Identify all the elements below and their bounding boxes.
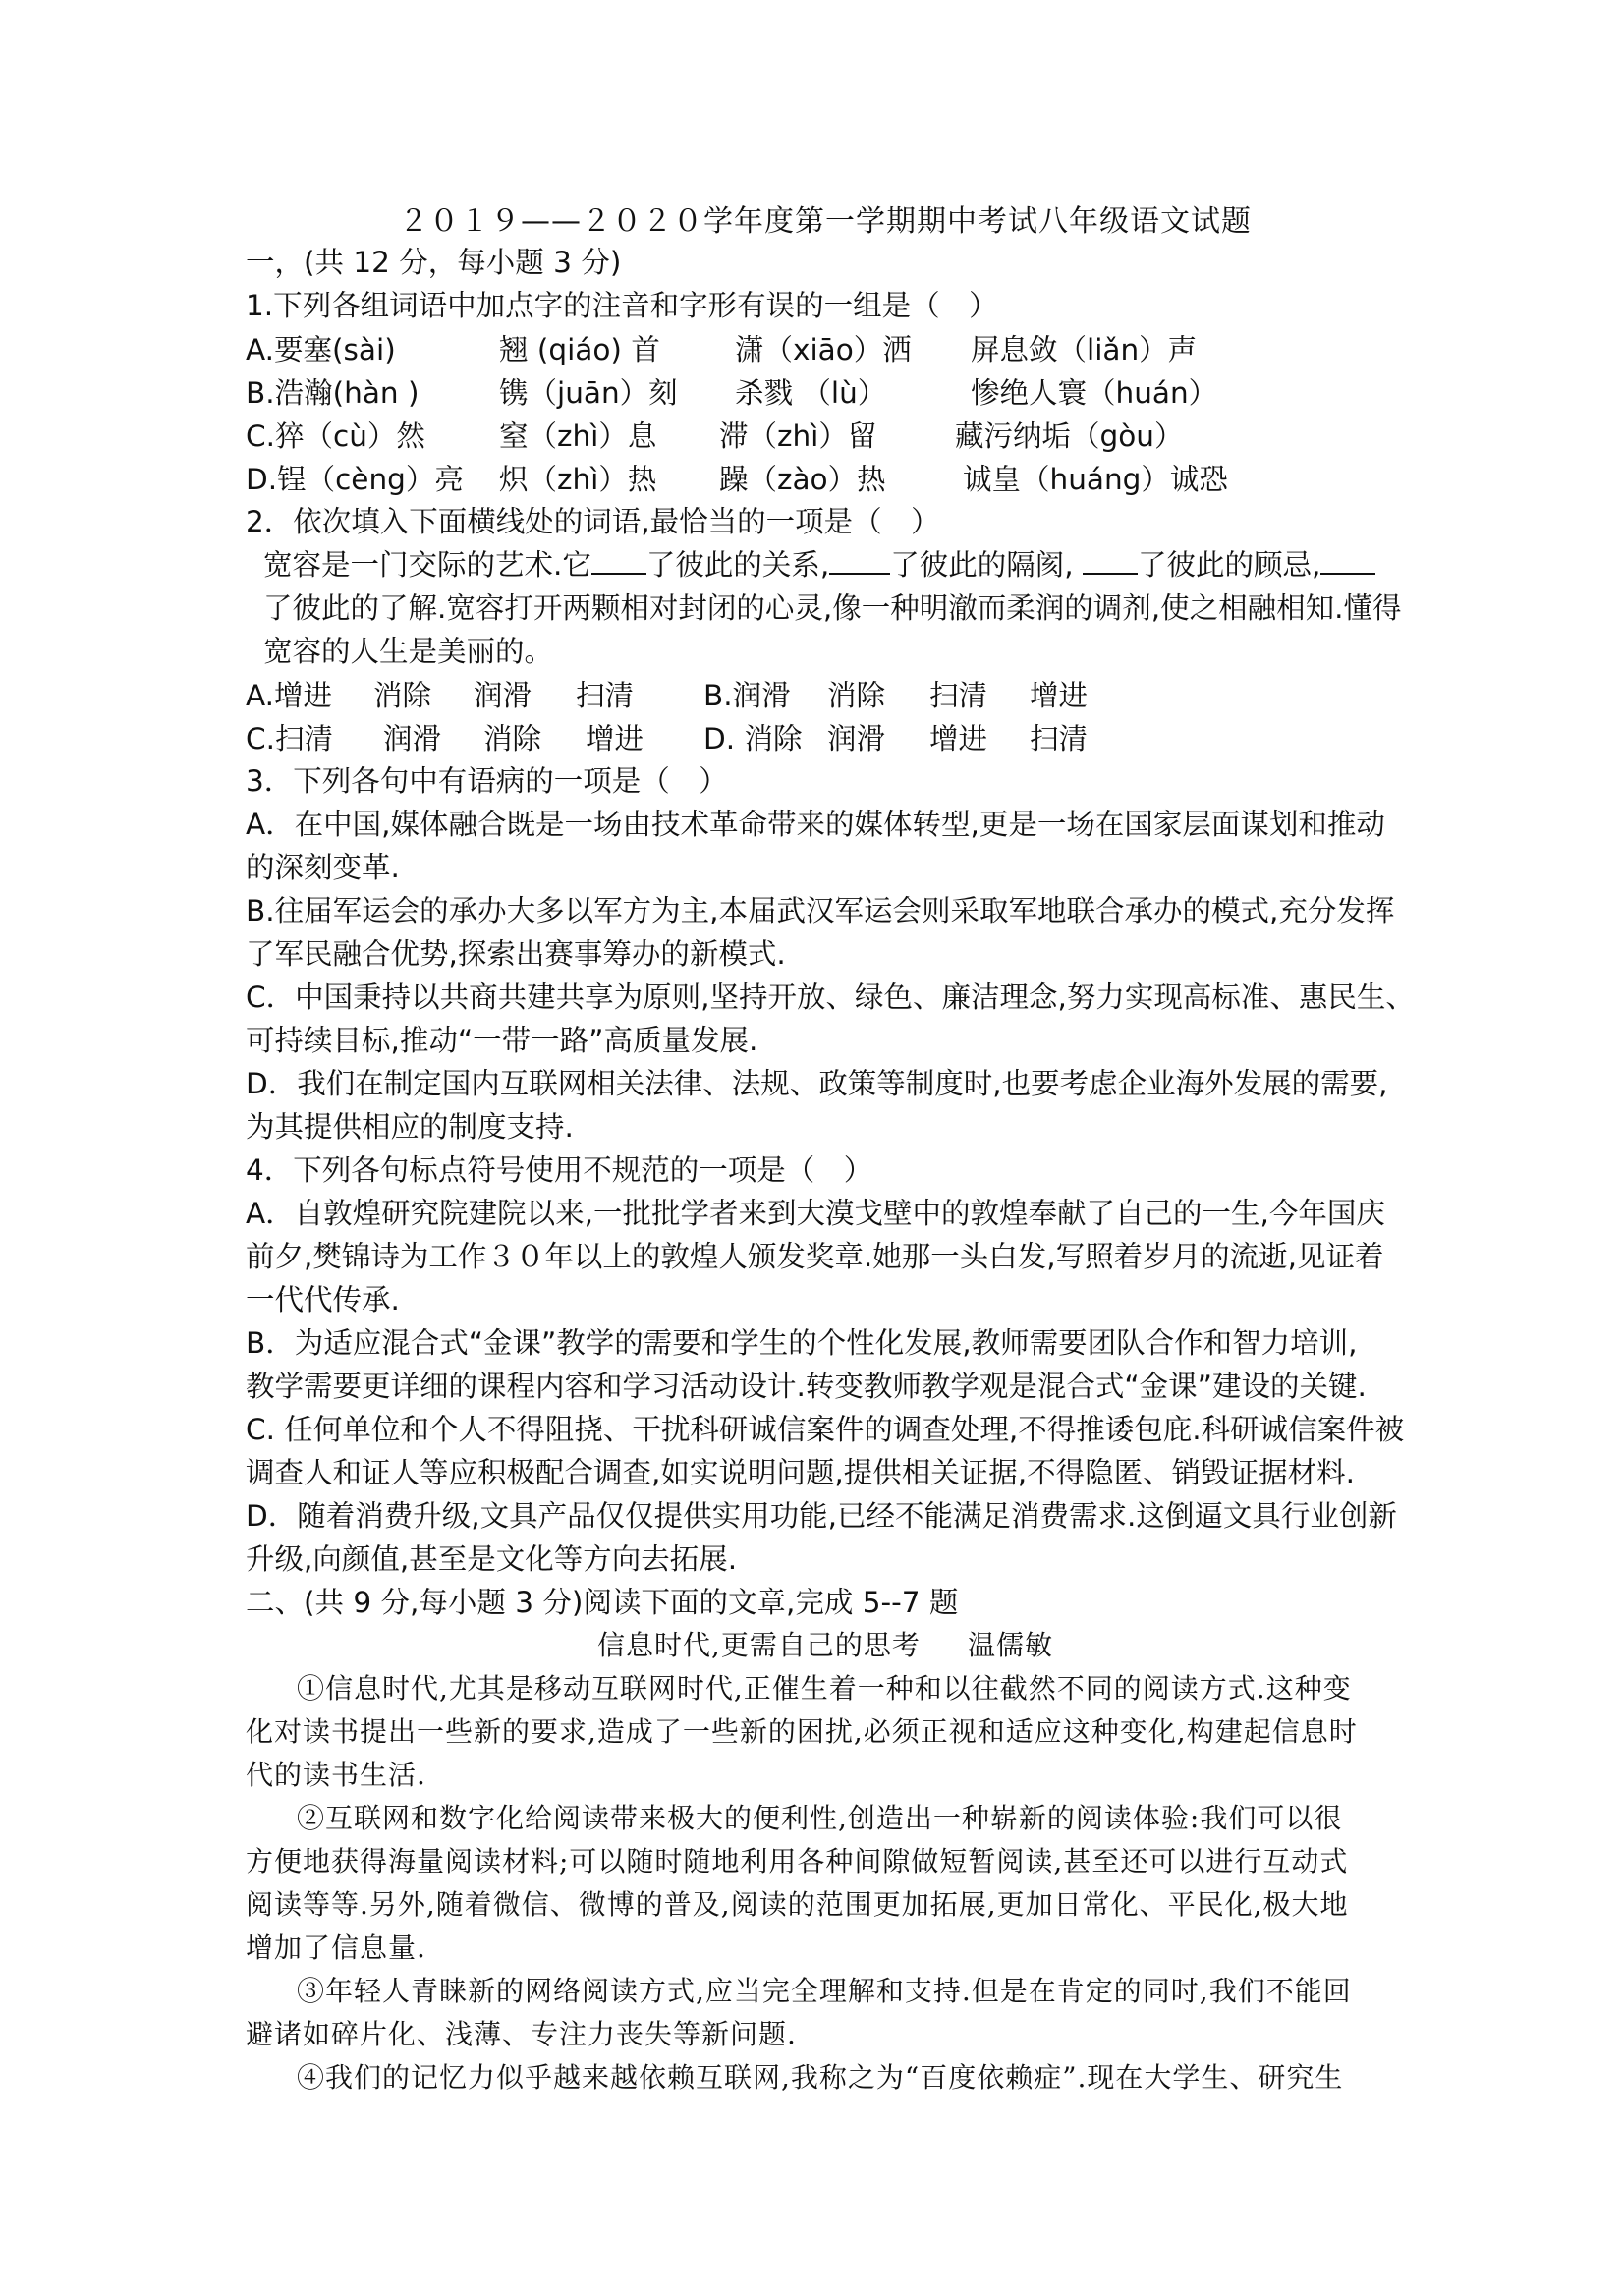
article-line: 增加了信息量. — [246, 1932, 426, 1964]
q3-line: 可持续目标,推动“一带一路”高质量发展. — [246, 1024, 758, 1057]
q1-a-2: 翘 (qiáo) 首 — [499, 333, 660, 366]
q4-line: 前夕,樊锦诗为工作３０年以上的敦煌人颁发奖章.她那一头白发,写照着岁月的流逝,见证着 — [246, 1240, 1384, 1273]
q3-line: A．在中国,媒体融合既是一场由技术革命带来的媒体转型,更是一场在国家层面谋划和推动 — [246, 808, 1385, 841]
q1-a-1: A.要塞(sài) — [246, 333, 396, 366]
q3-stem: 3．下列各句中有语病的一项是（ ） — [246, 764, 728, 798]
article-heading — [246, 1624, 1405, 1667]
q1-c-3: 滞（zhì）留 — [719, 420, 877, 453]
q2-opt: A.增进 — [246, 679, 333, 712]
q4-line: C. 任何单位和个人不得阻挠、干扰科研诚信案件的调查处理,不得推诿包庇.科研诚信案件被 — [246, 1413, 1405, 1446]
article-line: 化对读书提出一些新的要求,造成了一些新的困扰,必须正视和适应这种变化,构建起信息时 — [246, 1715, 1358, 1748]
q1-d-3: 躁（zào）热 — [719, 463, 886, 496]
q3-line: 了军民融合优势,探索出赛事筹办的新模式. — [246, 937, 786, 971]
q2-stem: 2．依次填入下面横线处的词语,最恰当的一项是（ ） — [246, 505, 940, 538]
q2-opt: 扫清 — [929, 679, 988, 712]
q2-opt: 增进 — [586, 722, 644, 756]
blank-3 — [1083, 543, 1138, 575]
q2-passage-line2: 了彼此的了解.宽容打开两颗相对封闭的心灵,像一种明澈而柔润的调剂,使之相融相知.懂得 — [263, 591, 1402, 625]
q2-opt: 扫清 — [1030, 722, 1089, 756]
q1-d-1: D.锃（cèng）亮 — [246, 463, 464, 496]
q2-opt: B.润滑 — [703, 679, 791, 712]
q2-opt: 润滑 — [474, 679, 532, 712]
q3-line: B.往届军运会的承办大多以军方为主,本届武汉军运会则采取军地联合承办的模式,充分发挥 — [246, 894, 1395, 927]
q1-a-4: 屏息敛（liǎn）声 — [971, 333, 1198, 366]
q3-line: 的深刻变革. — [246, 851, 400, 884]
q1-b-2: 镌（juān）刻 — [499, 376, 678, 410]
article-line: 避诸如碎片化、浅薄、专注力丧失等新问题. — [246, 2018, 797, 2050]
article-line: 方便地获得海量阅读材料;可以随时随地利用各种间隙做短暂阅读,甚至还可以进行互动式 — [246, 1845, 1349, 1877]
article-line: ②互联网和数字化给阅读带来极大的便利性,创造出一种崭新的阅读体验:我们可以很 — [297, 1802, 1343, 1834]
q1-d-2: 炽（zhì）热 — [499, 463, 657, 496]
q2-text-b: 了彼此的关系, — [645, 548, 830, 582]
blank-4 — [1320, 543, 1375, 575]
q1-c-1: C.猝（cù）然 — [246, 420, 425, 453]
q1-c-2: 窒（zhì）息 — [499, 420, 657, 453]
q4-line: 调查人和证人等应积极配合调查,如实说明问题,提供相关证据,不得隐匿、销毁证据材料. — [246, 1456, 1356, 1489]
q2-text-d: 了彼此的顾忌, — [1138, 548, 1321, 582]
q4-line: 升级,向颜值,甚至是文化等方向去拓展. — [246, 1542, 738, 1576]
q2-opt: 增进 — [1030, 679, 1089, 712]
q2-opt: 增进 — [929, 722, 988, 756]
q2-passage-line3: 宽容的人生是美丽的。 — [263, 635, 554, 668]
q3-line: C．中国秉持以共商共建共享为原则,坚持开放、绿色、廉洁理念,努力实现高标准、惠民生、 — [246, 980, 1415, 1014]
q1-b-3: 杀戮 （lù） — [735, 376, 887, 410]
q1-b-1: B.浩瀚(hàn ) — [246, 376, 420, 410]
q2-opt: D. 消除 — [703, 722, 803, 756]
article-line: ①信息时代,尤其是移动互联网时代,正催生着一种和以往截然不同的阅读方式.这种变 — [297, 1672, 1352, 1705]
q4-line: B．为适应混合式“金课”教学的需要和学生的个性化发展,教师需要团队合作和智力培训, — [246, 1326, 1358, 1360]
article-line: 代的读书生活. — [246, 1759, 426, 1791]
article-line: ③年轻人青睐新的网络阅读方式,应当完全理解和支持.但是在肯定的同时,我们不能回 — [297, 1975, 1352, 2007]
q2-passage-line1 — [263, 543, 1423, 587]
q4-line: D．随着消费升级,文具产品仅仅提供实用功能,已经不能满足消费需求.这倒逼文具行业创新 — [246, 1499, 1397, 1533]
article-author: 温儒敏 — [967, 1629, 1053, 1661]
article-line: ④我们的记忆力似乎越来越依赖互联网,我称之为“百度依赖症”.现在大学生、研究生 — [297, 2061, 1344, 2094]
article-line: 阅读等等.另外,随着微信、微博的普及,阅读的范围更加拓展,更加日常化、平民化,极大地 — [246, 1888, 1349, 1921]
q4-stem: 4．下列各句标点符号使用不规范的一项是（ ） — [246, 1153, 873, 1187]
q1-stem: 1.下列各组词语中加点字的注音和字形有误的一组是（ ） — [246, 289, 998, 322]
section2-header: 二、(共 9 分,每小题 3 分)阅读下面的文章,完成 5--7 题 — [246, 1586, 959, 1619]
q4-line: 教学需要更详细的课程内容和学习活动设计.转变教师教学观是混合式“金课”建设的关键. — [246, 1370, 1367, 1403]
q4-line: A．自敦煌研究院建院以来,一批批学者来到大漠戈壁中的敦煌奉献了自己的一生,今年国庆 — [246, 1197, 1385, 1230]
q1-d-4: 诚皇（huáng）诚恐 — [963, 463, 1228, 496]
article-title: 信息时代,更需自己的思考 — [597, 1629, 921, 1661]
q2-opt: C.扫清 — [246, 722, 333, 756]
q2-opt: 消除 — [373, 679, 432, 712]
q2-text-a: 宽容是一门交际的艺术.它 — [263, 548, 591, 582]
q1-c-4: 藏污纳垢（gòu） — [955, 420, 1184, 453]
q2-opt: 润滑 — [827, 722, 886, 756]
q2-opt: 扫清 — [576, 679, 635, 712]
blank-1 — [591, 543, 646, 575]
q2-opt: 消除 — [827, 679, 886, 712]
q1-b-4: 惨绝人寰（huán） — [971, 376, 1218, 410]
blank-2 — [829, 543, 890, 575]
q3-line: 为其提供相应的制度支持. — [246, 1110, 574, 1144]
q2-text-c: 了彼此的隔阂, — [890, 548, 1084, 582]
q2-opt: 润滑 — [383, 722, 442, 756]
q2-opt: 消除 — [483, 722, 542, 756]
q3-line: D．我们在制定国内互联网相关法律、法规、政策等制度时,也要考虑企业海外发展的需要, — [246, 1067, 1388, 1100]
page-title: ２０１９——２０２０学年度第一学期期中考试八年级语文试题 — [399, 204, 1252, 239]
section1-header: 一，(共 12 分，每小题 3 分) — [246, 246, 622, 279]
q4-line: 一代代传承. — [246, 1283, 400, 1316]
q1-a-3: 潇（xiāo）洒 — [735, 333, 912, 366]
